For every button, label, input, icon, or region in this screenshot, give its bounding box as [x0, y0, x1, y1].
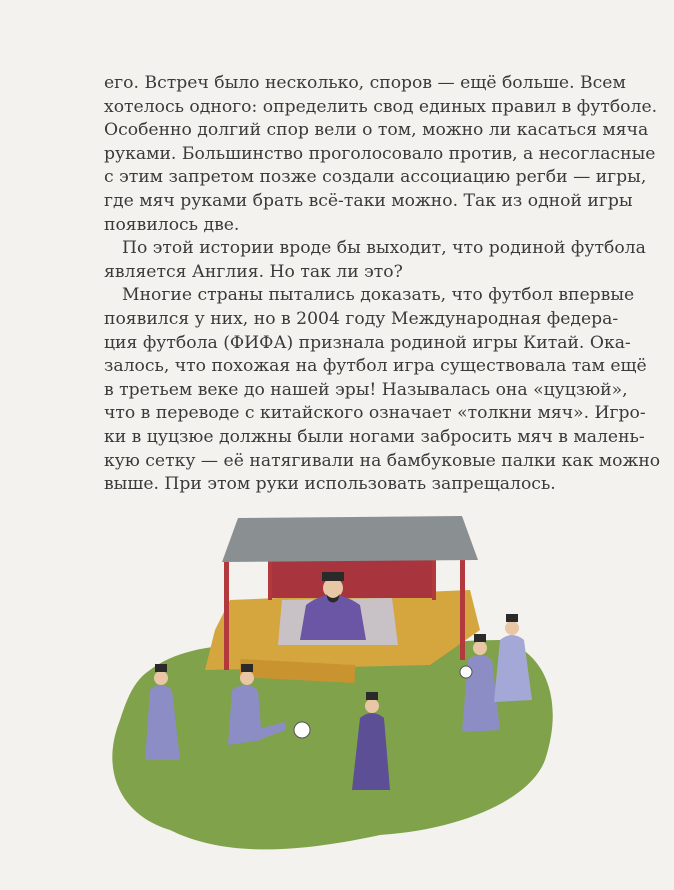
- text-line: где мяч руками брать всё-таки можно. Так из одной игры: [104, 190, 633, 211]
- curtain: [272, 560, 432, 598]
- text-line: руками. Большинство проголосовало против, а несогласные: [104, 143, 656, 164]
- text-line: ция футбола (ФИФА) признала родиной игры Китай. Ока-: [104, 332, 631, 353]
- pole-back-right: [432, 555, 436, 600]
- text-line: Многие страны пытались доказать, что футбол впервые: [122, 285, 635, 306]
- ball: [294, 722, 310, 738]
- text-line: с этим запретом позже создали ассоциацию регби — игры,: [104, 167, 647, 188]
- text-line: в третьем веке до нашей эры! Называлась она «цуцзюй»,: [104, 379, 628, 400]
- text-line: кую сетку — её натягивали на бамбуковые палки как можно: [104, 450, 661, 471]
- player-right-back: [494, 614, 532, 702]
- text-line: появилось две.: [104, 214, 240, 235]
- text-line: Особенно долгий спор вели о том, можно ли касаться мяча: [104, 120, 649, 141]
- paragraph-2: [104, 237, 646, 284]
- text-line: выше. При этом руки использовать запрещалось.: [104, 474, 556, 495]
- text-line: хотелось одного: определить свод единых правил в футболе.: [104, 96, 658, 117]
- text-line: ки в цуцзюе должны были ногами забросить мяч в малень-: [104, 426, 645, 447]
- text-block: [104, 72, 661, 497]
- text-line: является Англия. Но так ли это?: [104, 261, 403, 282]
- pole-right: [460, 560, 465, 660]
- text-line: залось, что похожая на футбол игра существовала там ещё: [104, 356, 647, 377]
- pole-left: [224, 560, 229, 670]
- pole-back-left: [268, 555, 272, 600]
- text-line: что в переводе с китайского означает «толкни мяч». Игро-: [104, 403, 646, 424]
- paragraph-1: [104, 72, 658, 237]
- text-line: По этой истории вроде бы выходит, что родиной футбола: [122, 238, 646, 259]
- canopy: [222, 516, 478, 562]
- cuju-illustration: [0, 510, 674, 890]
- text-line: появился у них, но в 2004 году Международная федера-: [104, 308, 619, 329]
- ball: [460, 666, 472, 678]
- paragraph-3: [104, 284, 661, 496]
- text-line: его. Встреч было несколько, споров — ещё больше. Всем: [104, 73, 626, 93]
